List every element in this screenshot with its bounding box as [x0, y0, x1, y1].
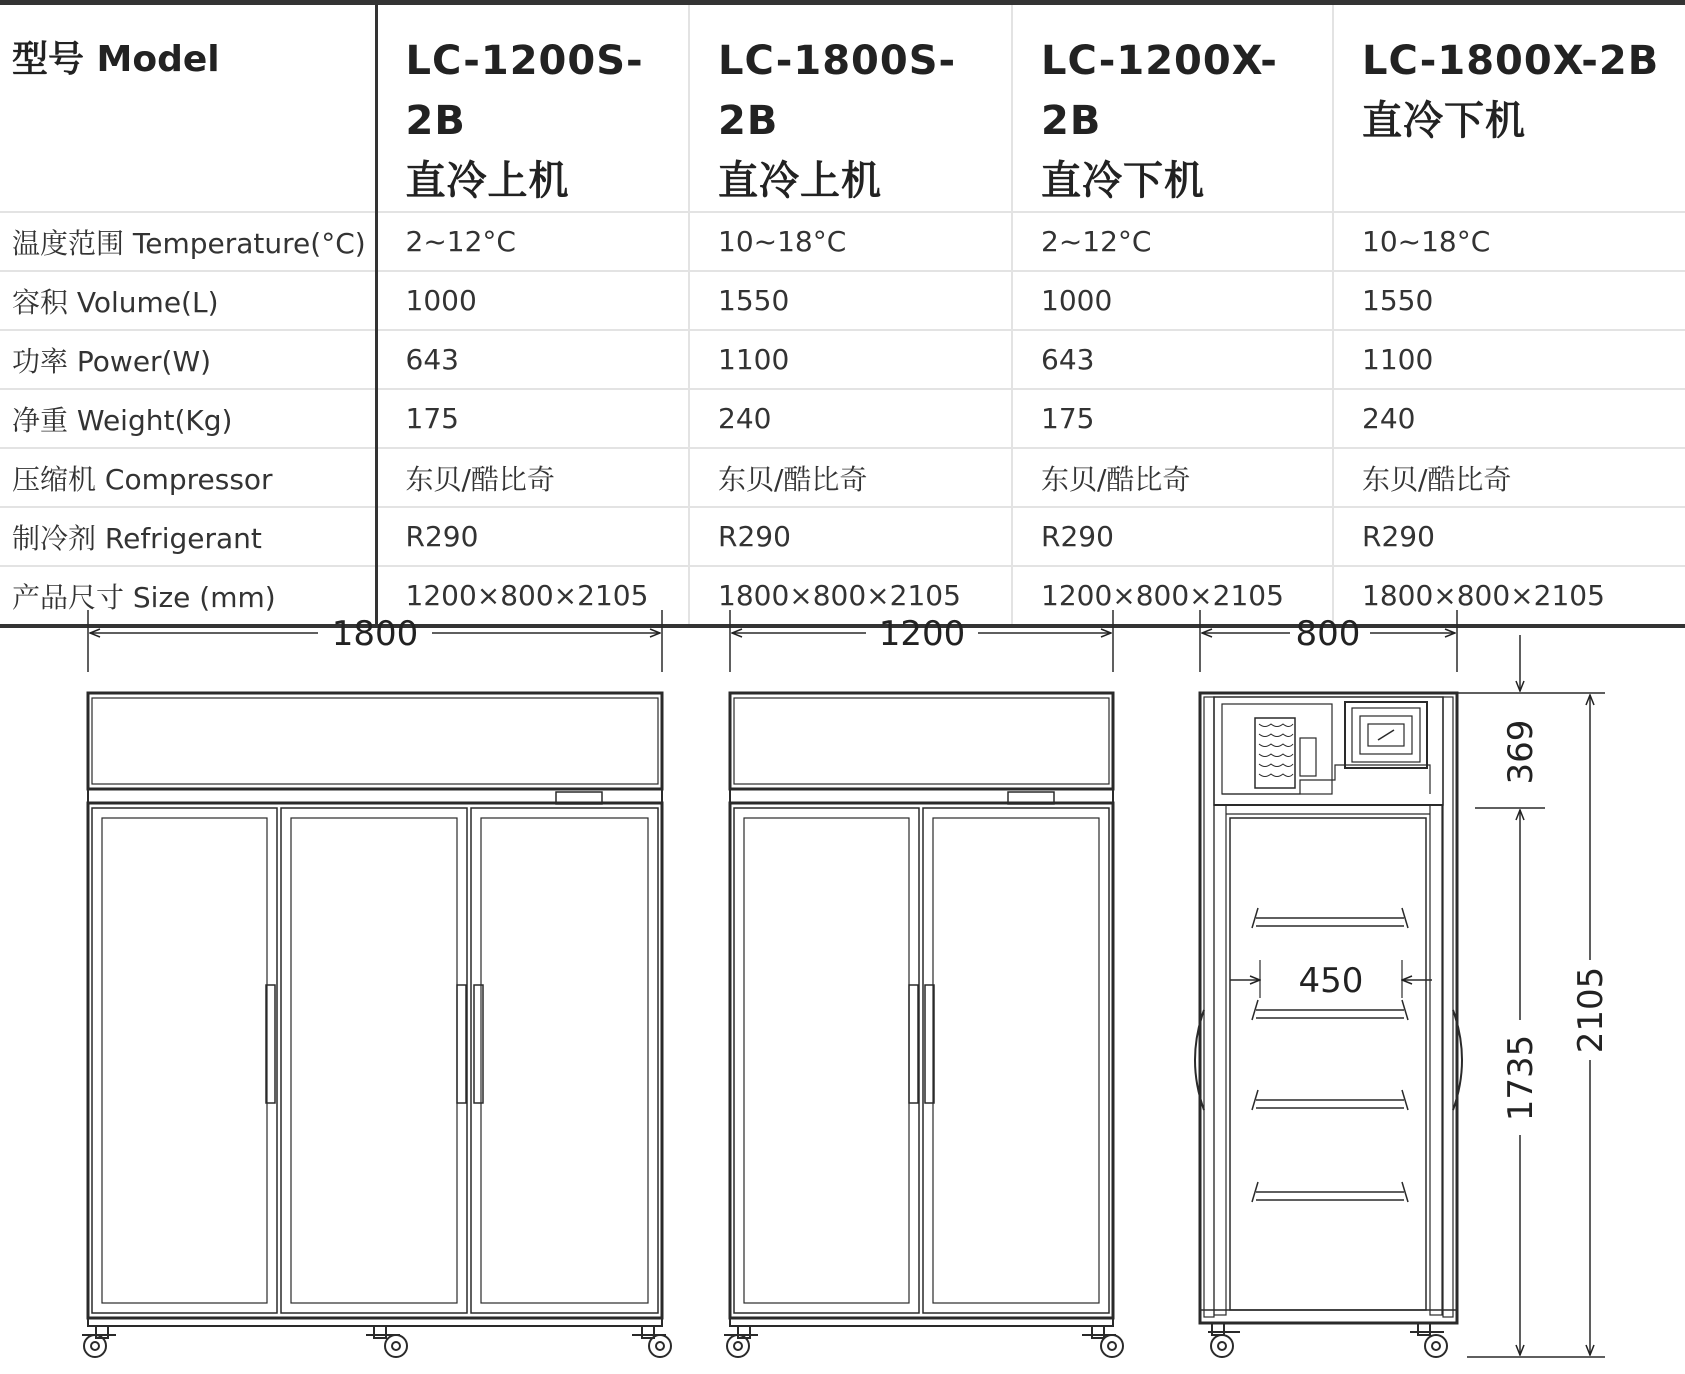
- cell-value: R290: [376, 507, 689, 566]
- cell-value: R290: [689, 507, 1012, 566]
- condenser-coil: [1255, 718, 1295, 788]
- spec-table: [0, 0, 1685, 628]
- cell-value: R290: [1012, 507, 1333, 566]
- row-label: 产品尺寸 Size (mm): [0, 566, 376, 626]
- cell-value: 175: [376, 389, 689, 448]
- shelf-depth-label: 450: [1298, 961, 1364, 1001]
- cell-value: 175: [1012, 389, 1333, 448]
- door-handle: [474, 985, 483, 1103]
- caster-wheel: [1410, 1323, 1447, 1357]
- two-door-width-label: 1200: [878, 614, 966, 654]
- model-type: 直冷下机: [1041, 158, 1205, 204]
- model-header: [689, 3, 1012, 213]
- cell-value: 1000: [1012, 271, 1333, 330]
- model-header: [376, 3, 689, 213]
- spec-row: [0, 271, 1685, 330]
- cell-value: 1100: [689, 330, 1012, 389]
- model-type: 直冷上机: [718, 158, 882, 204]
- cell-value: 10~18°C: [689, 212, 1012, 271]
- model-type: 直冷下机: [1362, 98, 1526, 144]
- model-header: [1333, 3, 1685, 213]
- side-view: [1195, 610, 1605, 1357]
- cell-value: 1550: [1333, 271, 1685, 330]
- cell-value: 东贝/酷比奇: [1333, 448, 1685, 507]
- three-door-width-label: 1800: [331, 614, 419, 654]
- cell-value: 1100: [1333, 330, 1685, 389]
- total-height-label: 2105: [1571, 966, 1611, 1054]
- cell-value: 240: [1333, 389, 1685, 448]
- caster-wheel: [82, 1326, 116, 1357]
- cell-value: 东贝/酷比奇: [1012, 448, 1333, 507]
- caster-wheel: [1208, 1323, 1240, 1357]
- shelf: [1252, 908, 1408, 928]
- shelf: [1252, 1090, 1408, 1110]
- caster-wheel: [724, 1326, 758, 1357]
- door-handle: [909, 985, 918, 1103]
- row-label: 功率 Power(W): [0, 330, 376, 389]
- spec-row: [0, 507, 1685, 566]
- spec-row: [0, 389, 1685, 448]
- caster-wheel: [1082, 1326, 1123, 1357]
- model-header: [1012, 3, 1333, 213]
- cell-value: 东贝/酷比奇: [689, 448, 1012, 507]
- cell-value: 1550: [689, 271, 1012, 330]
- cell-value: 643: [376, 330, 689, 389]
- cell-value: 1200×800×2105: [376, 566, 689, 626]
- row-label: 制冷剂 Refrigerant: [0, 507, 376, 566]
- cell-value: 1800×800×2105: [1333, 566, 1685, 626]
- row-label: 压缩机 Compressor: [0, 448, 376, 507]
- shelf: [1252, 1182, 1408, 1202]
- spec-row: [0, 448, 1685, 507]
- cell-value: 东贝/酷比奇: [376, 448, 689, 507]
- three-door-front-view: [82, 610, 671, 1357]
- row-label: 容积 Volume(L): [0, 271, 376, 330]
- model-code: LC-1800X-2B: [1362, 38, 1660, 84]
- cell-value: 10~18°C: [1333, 212, 1685, 271]
- shelf: [1252, 1000, 1408, 1020]
- caster-wheel: [632, 1326, 671, 1357]
- cell-value: R290: [1333, 507, 1685, 566]
- row-label: 净重 Weight(Kg): [0, 389, 376, 448]
- cell-value: 1000: [376, 271, 689, 330]
- model-code: LC-1800S-2B: [718, 38, 957, 144]
- caster-wheel: [366, 1326, 407, 1357]
- header-label: 型号 Model: [0, 3, 376, 213]
- model-type: 直冷上机: [405, 158, 570, 204]
- cell-value: 643: [1012, 330, 1333, 389]
- cabinet-height-label: 1735: [1501, 1034, 1541, 1122]
- spec-row: [0, 212, 1685, 271]
- cell-value: 2~12°C: [1012, 212, 1333, 271]
- cell-value: 1200×800×2105: [1012, 566, 1333, 626]
- side-depth-label: 800: [1295, 614, 1361, 654]
- technical-drawings: [0, 590, 1685, 1374]
- model-code: LC-1200S-2B: [405, 38, 644, 144]
- two-door-front-view: [724, 610, 1123, 1357]
- top-section-height-label: 369: [1501, 719, 1541, 785]
- cell-value: 240: [689, 389, 1012, 448]
- header-row: [0, 3, 1685, 213]
- row-label: 温度范围 Temperature(°C): [0, 212, 376, 271]
- model-code: LC-1200X-2B: [1041, 38, 1278, 144]
- cell-value: 1800×800×2105: [689, 566, 1012, 626]
- spec-row: [0, 330, 1685, 389]
- door-handle: [457, 985, 466, 1103]
- cell-value: 2~12°C: [376, 212, 689, 271]
